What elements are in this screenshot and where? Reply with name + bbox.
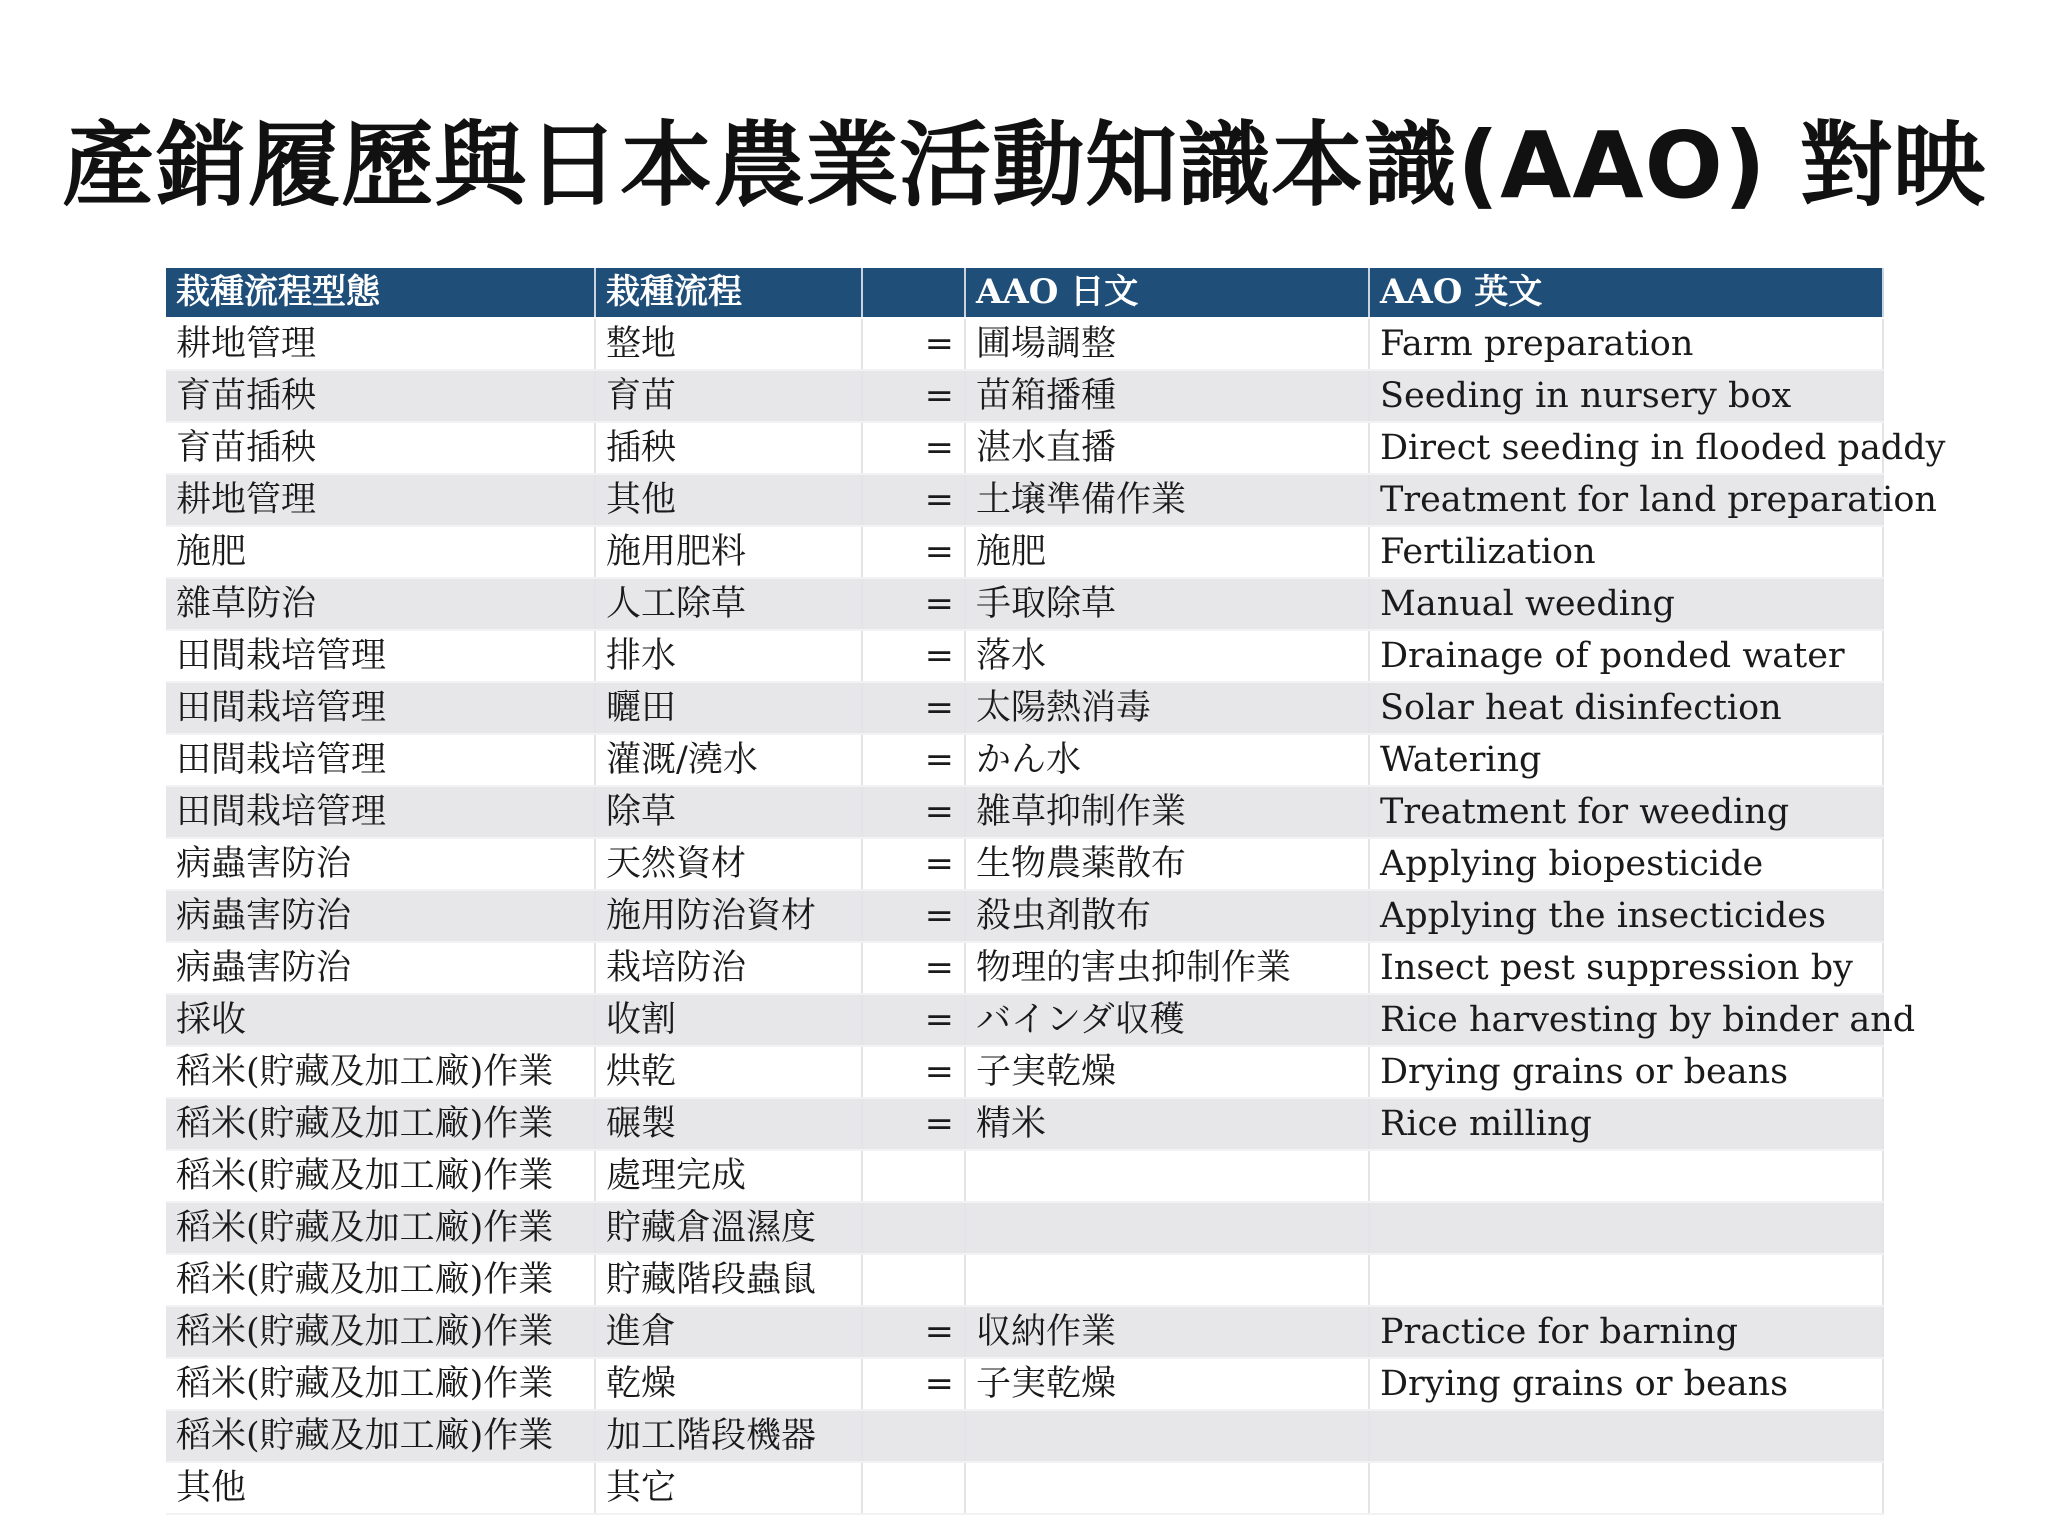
table-row [166, 422, 1883, 474]
cell-aao-japanese: 生物農薬散布 [965, 838, 1369, 890]
cell-cultivation-process: 排水 [595, 630, 862, 682]
cell-aao-japanese: 太陽熱消毒 [965, 682, 1369, 734]
table-row [166, 370, 1883, 422]
cell-aao-english: Treatment for land preparation [1369, 474, 1883, 526]
cell-cultivation-type: 採收 [166, 994, 595, 1046]
table-row [166, 578, 1883, 630]
table-row [166, 1254, 1883, 1306]
cell-aao-english: Applying biopesticide [1369, 838, 1883, 890]
cell-cultivation-type: 育苗插秧 [166, 422, 595, 474]
table-row [166, 474, 1883, 526]
table-row [166, 1202, 1883, 1254]
cell-aao-english: Solar heat disinfection [1369, 682, 1883, 734]
cell-aao-english [1369, 1202, 1883, 1254]
table-row [166, 1046, 1883, 1098]
cell-equals [862, 1202, 965, 1254]
cell-equals: = [862, 786, 965, 838]
cell-equals [862, 1150, 965, 1202]
cell-cultivation-type: 田間栽培管理 [166, 786, 595, 838]
table-row [166, 1150, 1883, 1202]
cell-cultivation-type: 稻米(貯藏及加工廠)作業 [166, 1046, 595, 1098]
cell-cultivation-process: 施用防治資材 [595, 890, 862, 942]
cell-cultivation-type: 病蟲害防治 [166, 942, 595, 994]
cell-aao-japanese: 子実乾燥 [965, 1358, 1369, 1410]
cell-cultivation-type: 稻米(貯藏及加工廠)作業 [166, 1254, 595, 1306]
cell-aao-japanese: 土壌準備作業 [965, 474, 1369, 526]
cell-aao-english [1369, 1462, 1883, 1514]
cell-cultivation-type: 稻米(貯藏及加工廠)作業 [166, 1098, 595, 1150]
cell-cultivation-process: 育苗 [595, 370, 862, 422]
table-row [166, 890, 1883, 942]
cell-aao-english: Seeding in nursery box [1369, 370, 1883, 422]
cell-cultivation-type: 耕地管理 [166, 474, 595, 526]
table-row [166, 1410, 1883, 1462]
cell-aao-english: Drying grains or beans [1369, 1358, 1883, 1410]
cell-cultivation-process: 貯藏倉溫濕度 [595, 1202, 862, 1254]
cell-equals [862, 1462, 965, 1514]
cell-aao-english [1369, 1150, 1883, 1202]
cell-aao-japanese: 落水 [965, 630, 1369, 682]
cell-aao-english: Drainage of ponded water [1369, 630, 1883, 682]
cell-cultivation-process: 碾製 [595, 1098, 862, 1150]
cell-cultivation-type: 病蟲害防治 [166, 838, 595, 890]
cell-aao-english [1369, 1254, 1883, 1306]
cell-cultivation-type: 雜草防治 [166, 578, 595, 630]
cell-cultivation-type: 施肥 [166, 526, 595, 578]
cell-cultivation-process: 天然資材 [595, 838, 862, 890]
cell-equals: = [862, 838, 965, 890]
cell-cultivation-process: 烘乾 [595, 1046, 862, 1098]
cell-aao-japanese: 殺虫剤散布 [965, 890, 1369, 942]
cell-cultivation-type: 田間栽培管理 [166, 734, 595, 786]
cell-cultivation-type: 其他 [166, 1462, 595, 1514]
cell-aao-japanese: かん水 [965, 734, 1369, 786]
table-row [166, 318, 1883, 370]
cell-cultivation-type: 稻米(貯藏及加工廠)作業 [166, 1306, 595, 1358]
table-row [166, 682, 1883, 734]
cell-aao-english: Manual weeding [1369, 578, 1883, 630]
cell-aao-english: Rice harvesting by binder and [1369, 994, 1883, 1046]
cell-cultivation-process: 插秧 [595, 422, 862, 474]
cell-cultivation-type: 稻米(貯藏及加工廠)作業 [166, 1202, 595, 1254]
cell-cultivation-type: 病蟲害防治 [166, 890, 595, 942]
table-row [166, 994, 1883, 1046]
cell-aao-english: Rice milling [1369, 1098, 1883, 1150]
cell-aao-japanese: 苗箱播種 [965, 370, 1369, 422]
cell-equals: = [862, 318, 965, 370]
cell-equals: = [862, 1046, 965, 1098]
cell-equals: = [862, 474, 965, 526]
cell-aao-english: Watering [1369, 734, 1883, 786]
cell-cultivation-type: 稻米(貯藏及加工廠)作業 [166, 1410, 595, 1462]
table-row [166, 1462, 1883, 1514]
cell-cultivation-type: 耕地管理 [166, 318, 595, 370]
cell-equals: = [862, 734, 965, 786]
cell-equals [862, 1410, 965, 1462]
cell-aao-japanese: 物理的害虫抑制作業 [965, 942, 1369, 994]
cell-aao-english: Drying grains or beans [1369, 1046, 1883, 1098]
cell-cultivation-type: 稻米(貯藏及加工廠)作業 [166, 1358, 595, 1410]
cell-cultivation-process: 其他 [595, 474, 862, 526]
cell-equals: = [862, 422, 965, 474]
cell-aao-japanese: 施肥 [965, 526, 1369, 578]
cell-equals: = [862, 526, 965, 578]
cell-aao-japanese: 湛水直播 [965, 422, 1369, 474]
table-header-row [166, 268, 1883, 318]
table-row [166, 1358, 1883, 1410]
header-aao-japanese: AAO 日文 [965, 268, 1369, 318]
cell-aao-japanese: 収納作業 [965, 1306, 1369, 1358]
cell-cultivation-process: 進倉 [595, 1306, 862, 1358]
cell-aao-english: Practice for barning [1369, 1306, 1883, 1358]
cell-equals: = [862, 682, 965, 734]
cell-aao-english: Direct seeding in flooded paddy [1369, 422, 1883, 474]
slide-title: 產銷履歷與日本農業活動知識本識(AAO) 對映 [62, 112, 1986, 219]
mapping-table [166, 268, 1946, 1515]
cell-aao-japanese: 精米 [965, 1098, 1369, 1150]
cell-cultivation-process: 曬田 [595, 682, 862, 734]
cell-cultivation-process: 加工階段機器 [595, 1410, 862, 1462]
table-row [166, 1098, 1883, 1150]
cell-cultivation-type: 田間栽培管理 [166, 682, 595, 734]
header-aao-english: AAO 英文 [1369, 268, 1883, 318]
cell-cultivation-process: 其它 [595, 1462, 862, 1514]
cell-cultivation-type: 育苗插秧 [166, 370, 595, 422]
header-cultivation-process: 栽種流程 [595, 268, 862, 318]
cell-aao-japanese [965, 1150, 1369, 1202]
cell-equals: = [862, 1098, 965, 1150]
cell-cultivation-process: 乾燥 [595, 1358, 862, 1410]
cell-aao-japanese: 圃場調整 [965, 318, 1369, 370]
cell-aao-japanese: バインダ収穫 [965, 994, 1369, 1046]
cell-equals: = [862, 630, 965, 682]
table-row [166, 526, 1883, 578]
cell-cultivation-process: 除草 [595, 786, 862, 838]
header-equals [862, 268, 965, 318]
cell-aao-japanese: 子実乾燥 [965, 1046, 1369, 1098]
cell-aao-japanese [965, 1462, 1369, 1514]
cell-aao-english: Insect pest suppression by [1369, 942, 1883, 994]
cell-equals: = [862, 994, 965, 1046]
cell-cultivation-process: 人工除草 [595, 578, 862, 630]
table-row [166, 942, 1883, 994]
table-row [166, 1306, 1883, 1358]
cell-equals: = [862, 890, 965, 942]
cell-aao-japanese: 手取除草 [965, 578, 1369, 630]
cell-equals: = [862, 370, 965, 422]
cell-cultivation-process: 栽培防治 [595, 942, 862, 994]
table-row [166, 630, 1883, 682]
table-row [166, 838, 1883, 890]
cell-aao-english [1369, 1410, 1883, 1462]
cell-cultivation-process: 灌溉/澆水 [595, 734, 862, 786]
cell-equals [862, 1254, 965, 1306]
header-cultivation-type: 栽種流程型態 [166, 268, 595, 318]
cell-equals: = [862, 578, 965, 630]
cell-cultivation-type: 田間栽培管理 [166, 630, 595, 682]
cell-cultivation-process: 處理完成 [595, 1150, 862, 1202]
cell-cultivation-type: 稻米(貯藏及加工廠)作業 [166, 1150, 595, 1202]
cell-aao-japanese [965, 1202, 1369, 1254]
cell-cultivation-process: 施用肥料 [595, 526, 862, 578]
cell-equals: = [862, 942, 965, 994]
cell-cultivation-process: 收割 [595, 994, 862, 1046]
cell-cultivation-process: 整地 [595, 318, 862, 370]
table-body [166, 318, 1946, 1514]
cell-aao-japanese: 雑草抑制作業 [965, 786, 1369, 838]
cell-aao-english: Farm preparation [1369, 318, 1883, 370]
table-row [166, 734, 1883, 786]
cell-aao-japanese [965, 1254, 1369, 1306]
table-row [166, 786, 1883, 838]
cell-cultivation-process: 貯藏階段蟲鼠 [595, 1254, 862, 1306]
cell-aao-english: Fertilization [1369, 526, 1883, 578]
cell-aao-english: Treatment for weeding [1369, 786, 1883, 838]
cell-aao-japanese [965, 1410, 1369, 1462]
cell-aao-english: Applying the insecticides [1369, 890, 1883, 942]
cell-equals: = [862, 1306, 965, 1358]
cell-equals: = [862, 1358, 965, 1410]
